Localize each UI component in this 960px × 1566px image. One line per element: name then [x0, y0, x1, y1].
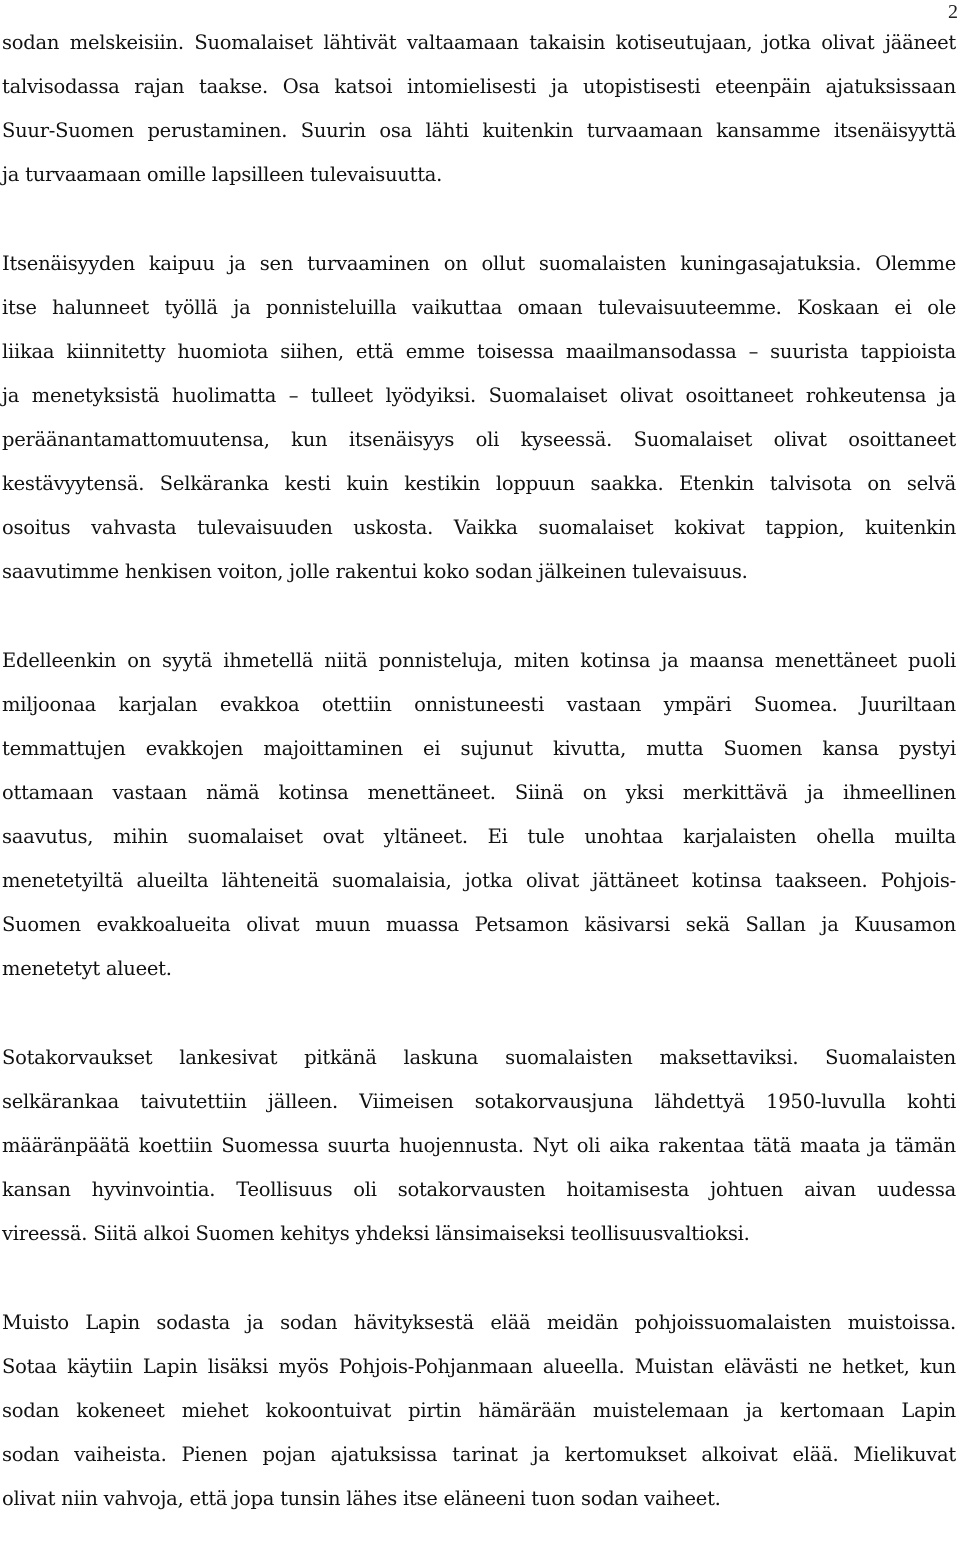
text-line: olivat niin vahvoja, että jopa tunsin lähes itse eläneeni tuon sodan vaiheet.: [2, 1487, 721, 1510]
text-line: talvisodassa rajan taakse. Osa katsoi intomielisesti ja utopistisesti eteenpäin ajatuksissaan: [2, 75, 956, 98]
text-line: Sotakorvaukset lankesivat pitkänä laskuna suomalaisten maksettaviksi. Suomalaisten: [2, 1046, 956, 1069]
text-line: ottamaan vastaan nämä kotinsa menettäneet. Siinä on yksi merkittävä ja ihmeellinen: [2, 781, 956, 804]
text-line: menetetyt alueet.: [2, 957, 172, 980]
text-line: sodan kokeneet miehet kokoontuivat pirtin hämärään muistelemaan ja kertomaan Lapin: [2, 1399, 956, 1422]
text-line: liikaa kiinnitetty huomiota siihen, että emme toisessa maailmansodassa – suurista tappioista: [2, 340, 956, 363]
text-line: sodan melskeisiin. Suomalaiset lähtivät valtaamaan takaisin kotiseutujaan, jotka olivat jääneet: [2, 31, 956, 54]
body-text: [2, 21, 956, 1566]
paragraph: [2, 1301, 956, 1521]
text-line: kansan hyvinvointia. Teollisuus oli sotakorvausten hoitamisesta johtuen aivan uudessa: [2, 1178, 956, 1201]
text-line: temmattujen evakkojen majoittaminen ei sujunut kivutta, mutta Suomen kansa pystyi: [2, 737, 956, 760]
text-line: selkärankaa taivutettiin jälleen. Viimeisen sotakorvausjuna lähdettyä 1950-luvulla kohti: [2, 1090, 956, 1113]
text-line: itse halunneet työllä ja ponnisteluilla vaikuttaa omaan tulevaisuuteemme. Koskaan ei ole: [2, 296, 956, 319]
text-line: Sotaa käytiin Lapin lisäksi myös Pohjois-Pohjanmaan alueella. Muistan elävästi ne hetket, kun: [2, 1355, 956, 1378]
text-line: Muisto Lapin sodasta ja sodan hävityksestä elää meidän pohjoissuomalaisten muistoissa.: [2, 1311, 956, 1334]
text-line: Edelleenkin on syytä ihmetellä niitä ponnisteluja, miten kotinsa ja maansa menettäneet puoli: [2, 649, 956, 672]
text-line: sodan vaiheista. Pienen pojan ajatuksissa tarinat ja kertomukset alkoivat elää. Mielikuvat: [2, 1443, 956, 1466]
text-line: kestävyytensä. Selkäranka kesti kuin kestikin loppuun saakka. Etenkin talvisota on selvä: [2, 472, 956, 495]
paragraph: [2, 639, 956, 991]
text-line: vireessä. Siitä alkoi Suomen kehitys yhdeksi länsimaiseksi teollisuusvaltioksi.: [2, 1222, 750, 1245]
text-line: Suomen evakkoalueita olivat muun muassa Petsamon käsivarsi sekä Sallan ja Kuusamon: [2, 913, 956, 936]
text-line: määränpäätä koettiin Suomessa suurta huojennusta. Nyt oli aika rakentaa tätä maata ja tämän: [2, 1134, 956, 1157]
text-line: peräänantamattomuutensa, kun itsenäisyys oli kyseessä. Suomalaiset olivat osoittaneet: [2, 428, 956, 451]
text-line: ja menetyksistä huolimatta – tulleet lyödyiksi. Suomalaiset olivat osoittaneet rohkeutensa ja: [2, 384, 956, 407]
text-line: Itsenäisyyden kaipuu ja sen turvaaminen on ollut suomalaisten kuningasajatuksia. Olemme: [2, 252, 956, 275]
text-line: saavutus, mihin suomalaiset ovat yltäneet. Ei tule unohtaa karjalaisten ohella muilta: [2, 825, 956, 848]
text-line: menetetyiltä alueilta lähteneitä suomalaisia, jotka olivat jättäneet kotinsa taakseen. Pohjois-: [2, 869, 956, 892]
text-line: ja turvaamaan omille lapsilleen tulevaisuutta.: [2, 163, 443, 186]
paragraph: [2, 21, 956, 197]
text-line: miljoonaa karjalan evakkoa otettiin onnistuneesti vastaan ympäri Suomea. Juuriltaan: [2, 693, 956, 716]
text-line: osoitus vahvasta tulevaisuuden uskosta. Vaikka suomalaiset kokivat tappion, kuitenkin: [2, 516, 956, 539]
text-line: saavutimme henkisen voiton, jolle rakentui koko sodan jälkeinen tulevaisuus.: [2, 560, 748, 583]
paragraph: [2, 1036, 956, 1256]
paragraph: [2, 242, 956, 594]
text-line: Suur-Suomen perustaminen. Suurin osa lähti kuitenkin turvaamaan kansamme itsenäisyyttä: [2, 119, 956, 142]
page-number: 2: [948, 1, 958, 23]
